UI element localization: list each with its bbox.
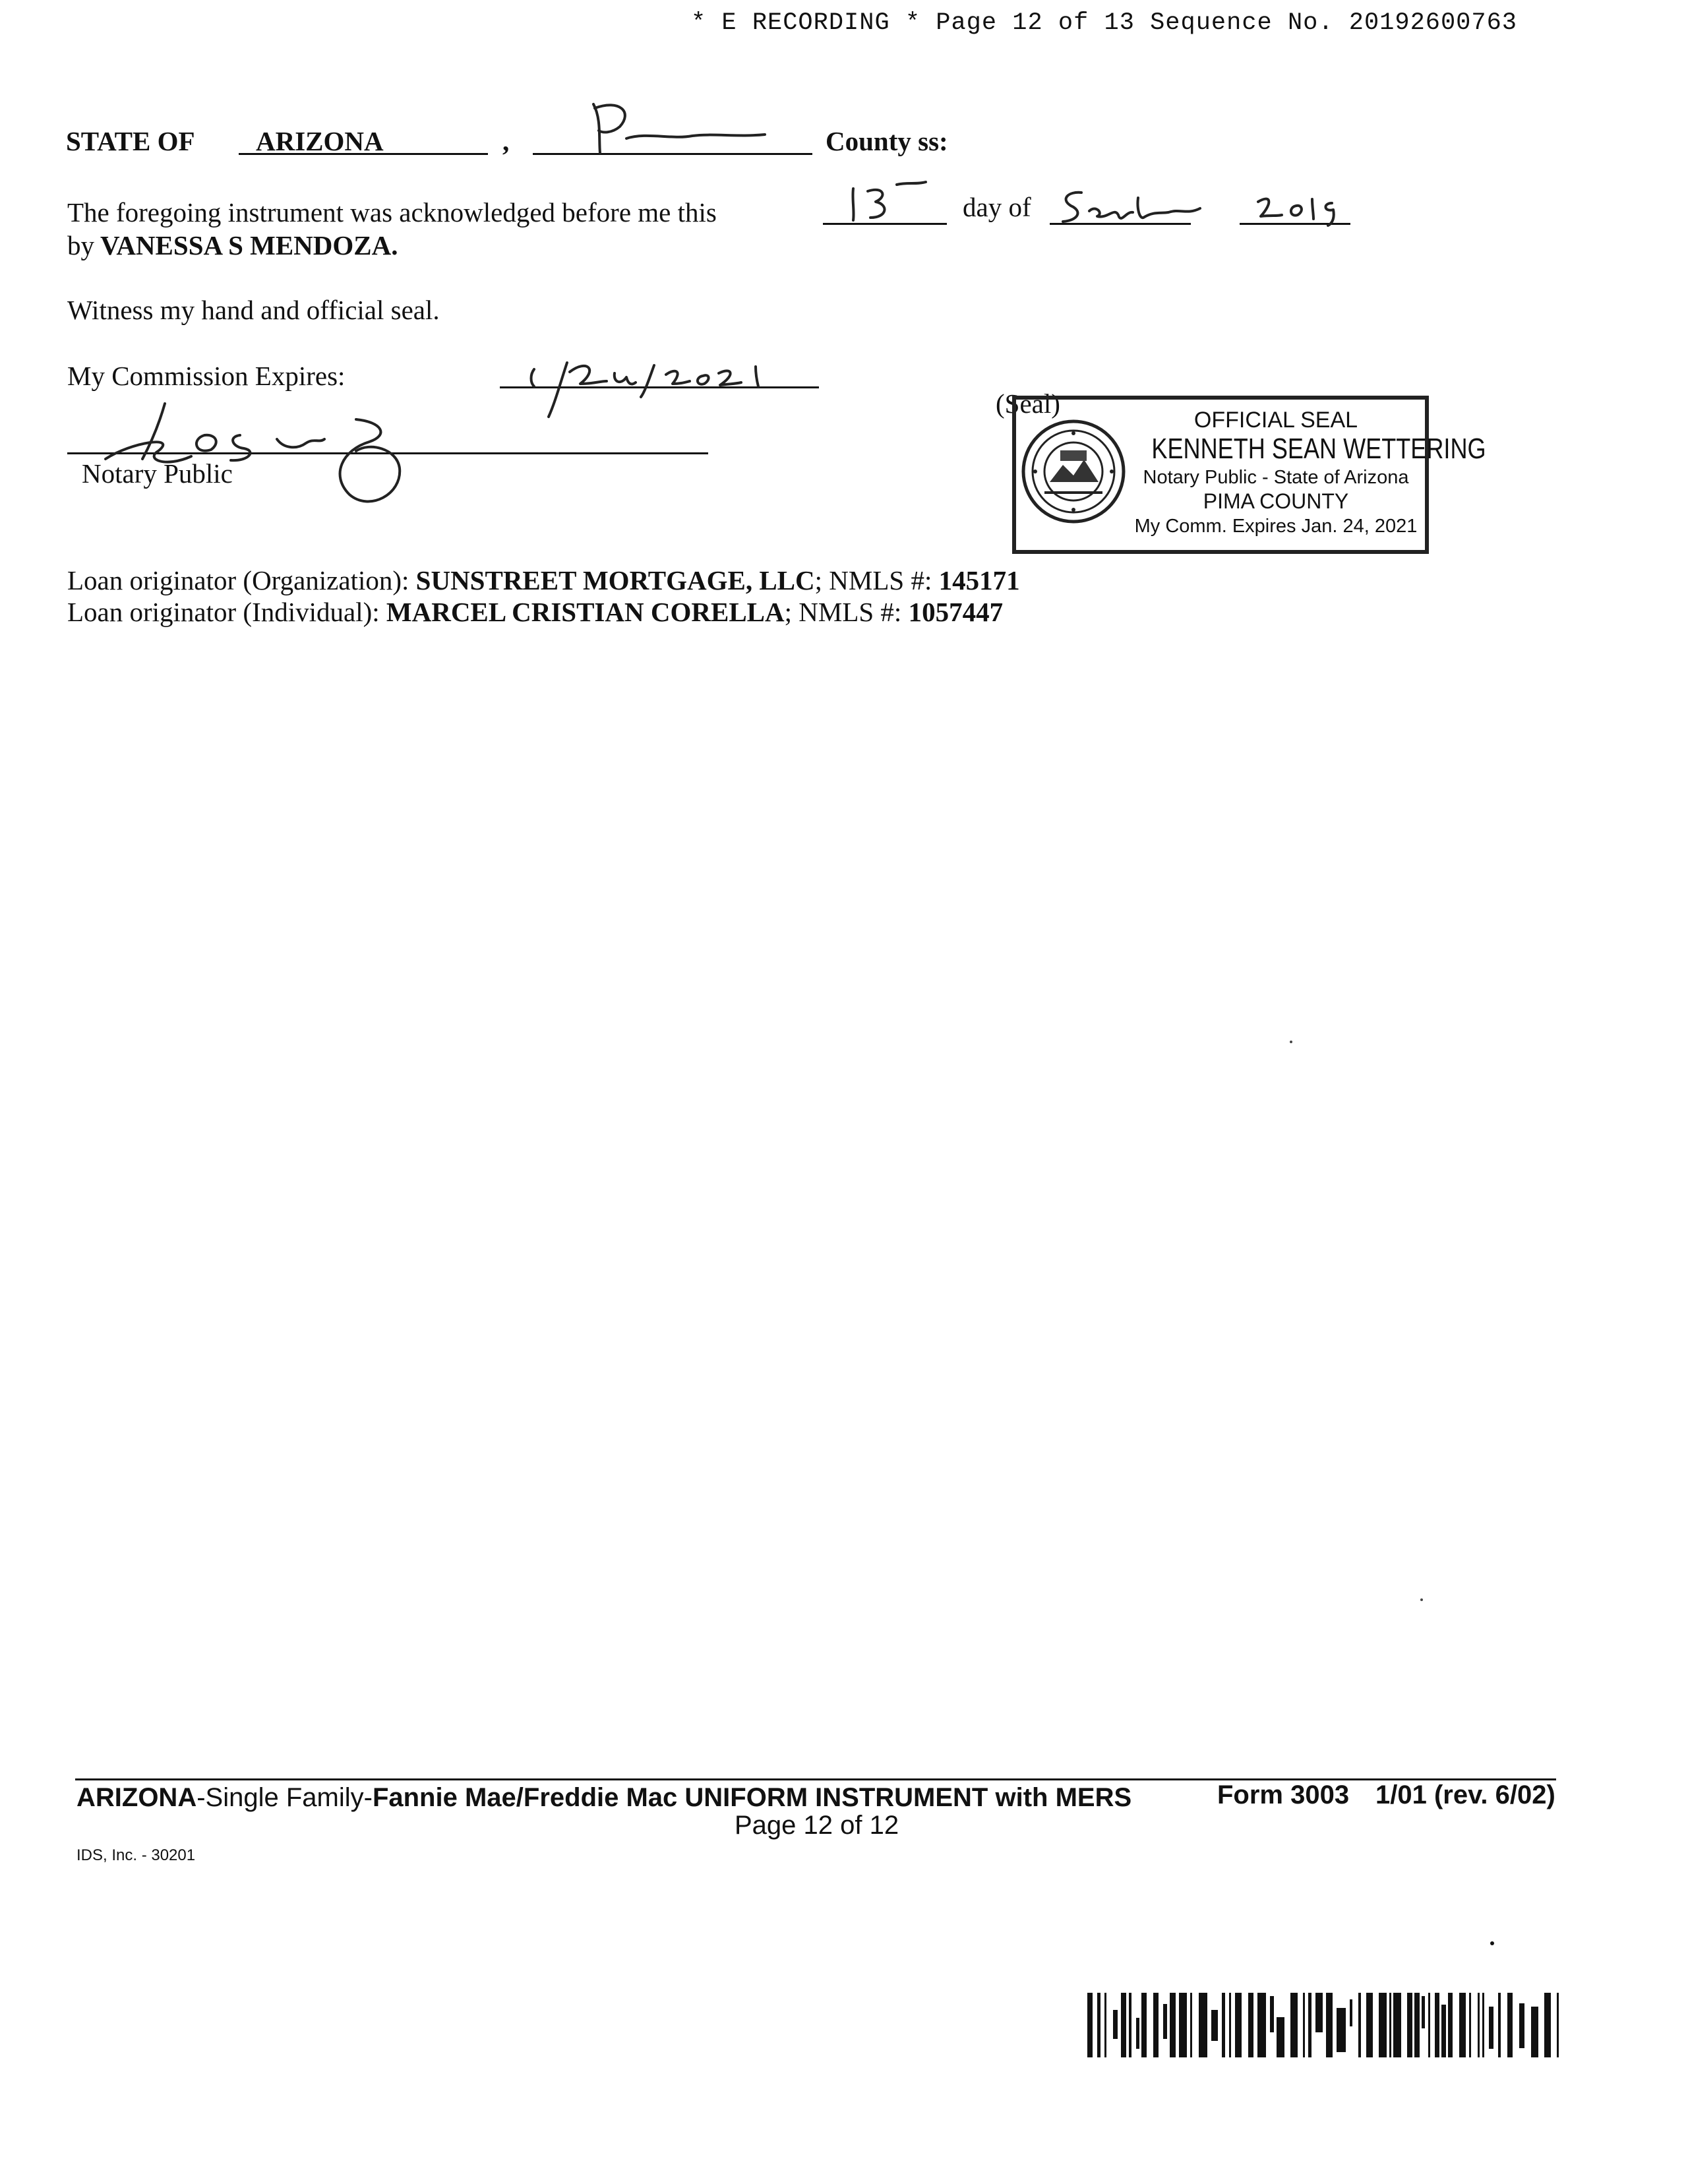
footer-desc2: Fannie Mae/Freddie Mac UNIFORM INSTRUMENT with MERS bbox=[372, 1783, 1132, 1812]
barcode-bar bbox=[1179, 1993, 1187, 2057]
handwritten-commission-date bbox=[514, 343, 791, 422]
barcode-bar bbox=[1498, 1993, 1501, 2057]
county-label: County ss: bbox=[826, 126, 948, 156]
barcode-bar bbox=[1441, 2005, 1446, 2057]
handwritten-month bbox=[1055, 185, 1207, 231]
org-nmls-label: ; NMLS #: bbox=[814, 565, 932, 595]
barcode-bar bbox=[1190, 1993, 1192, 2057]
ind-nmls-number: 1057447 bbox=[908, 597, 1004, 627]
barcode-bar bbox=[1315, 1993, 1323, 2032]
barcode-bar bbox=[1129, 1993, 1131, 2057]
state-value: ARIZONA bbox=[256, 126, 384, 156]
barcode-bar bbox=[1350, 1999, 1352, 2026]
org-name: SUNSTREET MORTGAGE, LLC bbox=[415, 565, 815, 595]
seal-role: Notary Public - State of Arizona bbox=[1143, 467, 1409, 488]
handwritten-day bbox=[844, 179, 943, 226]
barcode-bar bbox=[1170, 1993, 1176, 2057]
ind-label: Loan originator (Individual): bbox=[67, 597, 380, 627]
barcode-bar bbox=[1141, 1993, 1147, 2057]
barcode-bar bbox=[1393, 1993, 1401, 2057]
barcode-bar bbox=[1507, 1993, 1513, 2057]
barcode-bar bbox=[1257, 1993, 1266, 2057]
witness-text: Witness my hand and official seal. bbox=[67, 295, 440, 325]
ind-nmls-label: ; NMLS #: bbox=[784, 597, 902, 627]
footer-ids: IDS, Inc. - 30201 bbox=[76, 1846, 196, 1864]
barcode-icon bbox=[1087, 1993, 1561, 2057]
barcode-bar bbox=[1414, 1993, 1420, 2057]
barcode-bar bbox=[1531, 2007, 1538, 2057]
barcode-bar bbox=[1121, 1993, 1126, 2057]
barcode-bar bbox=[1389, 1993, 1391, 2057]
comma: , bbox=[502, 126, 510, 156]
barcode-bar bbox=[1303, 1993, 1305, 2057]
barcode-bar bbox=[1519, 2003, 1524, 2048]
barcode-bar bbox=[1469, 1993, 1471, 2057]
footer-form-title bbox=[76, 1783, 1131, 1813]
footer-page-number: Page 12 of 12 bbox=[735, 1811, 899, 1840]
barcode-bar bbox=[1097, 1993, 1100, 2057]
barcode-bar bbox=[1104, 1993, 1106, 2057]
barcode-bar bbox=[1199, 1993, 1207, 2057]
barcode-bar bbox=[1448, 1993, 1453, 2057]
signer-name: VANESSA S MENDOZA. bbox=[100, 230, 398, 260]
commission-label: My Commission Expires: bbox=[67, 361, 346, 391]
recording-header: * E RECORDING * Page 12 of 13 Sequence No. 20192600763 bbox=[691, 9, 1517, 37]
scan-speck bbox=[1290, 1041, 1292, 1043]
state-of-label: STATE OF bbox=[66, 126, 195, 156]
barcode-bar bbox=[1557, 1993, 1559, 2057]
notary-signature bbox=[79, 396, 422, 514]
footer-desc1: -Single Family- bbox=[196, 1783, 373, 1812]
by-label: by bbox=[67, 230, 94, 260]
scan-speck bbox=[1420, 1598, 1423, 1601]
seal-county: PIMA COUNTY bbox=[1203, 489, 1349, 513]
barcode-bar bbox=[1482, 1993, 1484, 2057]
state-seal-emblem-icon bbox=[1021, 419, 1126, 524]
barcode-bar bbox=[1222, 1993, 1225, 2057]
seal-title: OFFICIAL SEAL bbox=[1193, 408, 1358, 433]
barcode-bar bbox=[1211, 2010, 1218, 2041]
barcode-bar bbox=[1290, 1993, 1298, 2057]
footer-form-number: Form 3003 bbox=[1217, 1780, 1350, 1809]
barcode-bar bbox=[1489, 2007, 1493, 2049]
loan-originator-organization bbox=[67, 564, 1020, 596]
barcode-bar bbox=[1087, 1993, 1093, 2057]
state-underline bbox=[239, 153, 488, 155]
seal-notary-name: KENNETH SEAN WETTERING bbox=[1151, 433, 1486, 465]
handwritten-year bbox=[1253, 190, 1352, 229]
loan-originator-individual bbox=[67, 596, 1003, 628]
barcode-bar bbox=[1337, 2008, 1346, 2052]
barcode-bar bbox=[1277, 2017, 1284, 2057]
barcode-bar bbox=[1459, 1993, 1466, 2057]
barcode-bar bbox=[1270, 1996, 1274, 2032]
barcode-bar bbox=[1478, 1993, 1480, 2057]
footer-state: ARIZONA bbox=[76, 1783, 197, 1812]
barcode-bar bbox=[1153, 1993, 1159, 2057]
barcode-bar bbox=[1366, 1993, 1373, 2057]
foregoing-text: The foregoing instrument was acknowledged before me this bbox=[67, 197, 717, 228]
org-nmls-number: 145171 bbox=[938, 565, 1020, 595]
barcode-bar bbox=[1229, 1993, 1231, 2057]
barcode-bar bbox=[1326, 1993, 1333, 2057]
notary-public-label: Notary Public bbox=[82, 458, 233, 489]
barcode-bar bbox=[1358, 1993, 1361, 2057]
barcode-bar bbox=[1407, 1993, 1412, 2057]
org-label: Loan originator (Organization): bbox=[67, 565, 409, 595]
barcode-bar bbox=[1422, 1996, 1425, 2028]
barcode-bar bbox=[1379, 1993, 1387, 2057]
handwritten-county bbox=[580, 99, 778, 158]
ind-name: MARCEL CRISTIAN CORELLA bbox=[386, 597, 785, 627]
seal-label: (Seal) bbox=[996, 388, 1060, 419]
barcode-bar bbox=[1113, 2010, 1118, 2039]
scan-speck bbox=[1490, 1941, 1494, 1945]
barcode-bar bbox=[1308, 1993, 1311, 2057]
barcode-bar bbox=[1428, 1993, 1430, 2057]
footer-form-revision: 1/01 (rev. 6/02) bbox=[1375, 1780, 1555, 1809]
barcode-bar bbox=[1136, 2018, 1139, 2049]
barcode-bar bbox=[1248, 1993, 1253, 2057]
barcode-bar bbox=[1235, 1993, 1242, 2057]
barcode-bar bbox=[1544, 1993, 1551, 2057]
day-of-label: day of bbox=[963, 192, 1031, 222]
barcode-bar bbox=[1435, 1993, 1439, 2057]
seal-expires: My Comm. Expires Jan. 24, 2021 bbox=[1134, 516, 1418, 537]
barcode-bar bbox=[1163, 2004, 1167, 2039]
